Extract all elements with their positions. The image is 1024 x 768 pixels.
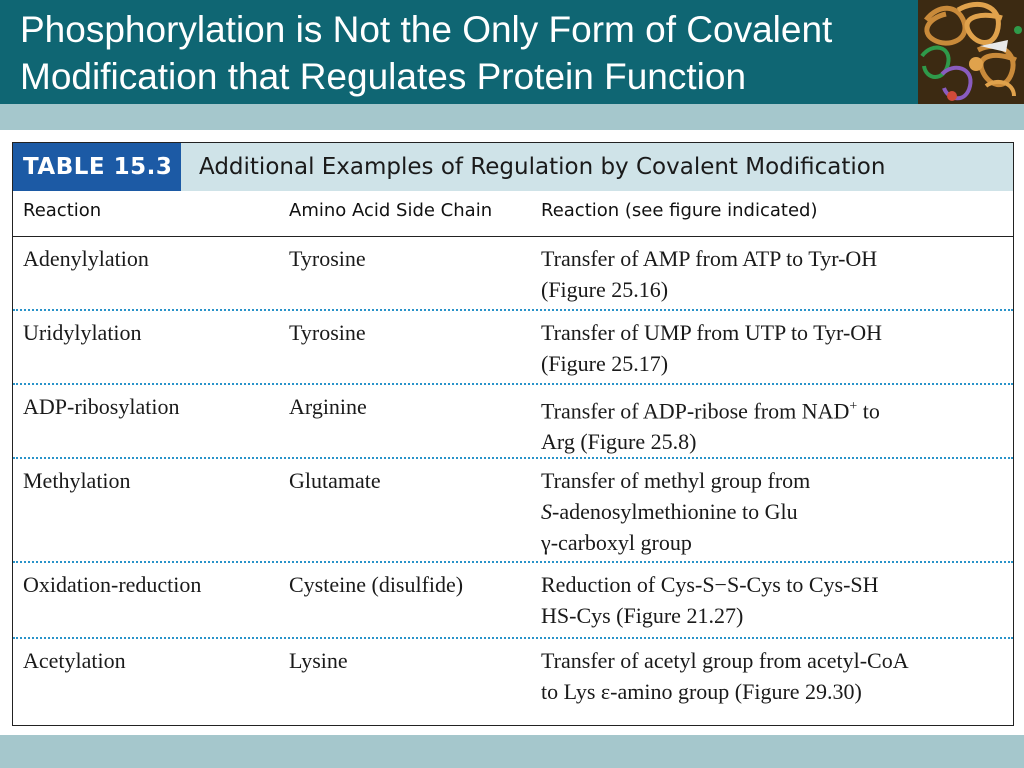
cell-reaction-detail bbox=[541, 645, 1009, 707]
table-row bbox=[13, 237, 1013, 309]
protein-ribbon-image bbox=[918, 0, 1024, 104]
detail-line: Transfer of methyl group from bbox=[541, 468, 811, 493]
bottom-band bbox=[0, 735, 1024, 768]
slide-title-line-1: Phosphorylation is Not the Only Form of Covalent bbox=[20, 9, 833, 50]
detail-line: HS-Cys (Figure 21.27) bbox=[541, 603, 744, 628]
table-caption-bar bbox=[13, 143, 1013, 191]
cell-reaction-detail bbox=[541, 465, 1009, 558]
table-number: TABLE 15.3 bbox=[13, 143, 181, 191]
header-reaction-detail: Reaction (see figure indicated) bbox=[541, 200, 818, 221]
top-band bbox=[0, 104, 1024, 130]
detail-line: Reduction of Cys-S−S-Cys to Cys-SH bbox=[541, 572, 879, 597]
detail-line bbox=[541, 496, 1009, 527]
cell-reaction: Uridylylation bbox=[23, 320, 142, 345]
detail-line bbox=[541, 391, 1009, 426]
detail-text: to bbox=[857, 398, 880, 424]
cell-side-chain: Tyrosine bbox=[289, 246, 366, 271]
detail-line: γ-carboxyl group bbox=[541, 530, 692, 555]
cell-reaction: Acetylation bbox=[23, 648, 126, 673]
cell-reaction: Adenylylation bbox=[23, 246, 149, 271]
protein-ribbon-structure-icon bbox=[918, 0, 1024, 104]
cell-reaction: Methylation bbox=[23, 468, 131, 493]
cell-reaction-detail bbox=[541, 243, 1009, 305]
detail-line: Transfer of acetyl group from acetyl-CoA bbox=[541, 648, 909, 673]
cell-reaction: Oxidation-reduction bbox=[23, 572, 202, 597]
detail-line: (Figure 25.17) bbox=[541, 351, 669, 376]
cell-side-chain: Arginine bbox=[289, 394, 367, 419]
cell-side-chain: Cysteine (disulfide) bbox=[289, 572, 464, 597]
detail-line: Arg (Figure 25.8) bbox=[541, 429, 697, 455]
table-row bbox=[13, 383, 1013, 457]
table-caption: Additional Examples of Regulation by Covalent Modification bbox=[199, 154, 886, 180]
slide-title-line-2: Modification that Regulates Protein Function bbox=[20, 56, 747, 97]
table-row bbox=[13, 561, 1013, 637]
slide-title bbox=[20, 6, 910, 100]
cell-reaction: ADP-ribosylation bbox=[23, 394, 180, 419]
header-reaction: Reaction bbox=[23, 200, 102, 221]
cell-side-chain: Glutamate bbox=[289, 468, 381, 493]
italic-prefix: S bbox=[541, 499, 552, 524]
detail-line: Transfer of AMP from ATP to Tyr-OH bbox=[541, 246, 878, 271]
detail-text: -adenosylmethionine to Glu bbox=[552, 499, 798, 524]
detail-line: (Figure 25.16) bbox=[541, 277, 669, 302]
header-side-chain: Amino Acid Side Chain bbox=[289, 200, 493, 221]
covalent-modification-table bbox=[12, 142, 1014, 726]
cell-reaction-detail bbox=[541, 569, 1009, 631]
table-header-row bbox=[13, 191, 1013, 237]
table-row bbox=[13, 309, 1013, 383]
detail-line: Transfer of UMP from UTP to Tyr-OH bbox=[541, 320, 883, 345]
detail-text: Transfer of ADP-ribose from NAD bbox=[541, 398, 850, 424]
cell-reaction-detail bbox=[541, 391, 1009, 457]
superscript-charge: + bbox=[849, 399, 858, 414]
table-row bbox=[13, 637, 1013, 725]
cell-side-chain: Tyrosine bbox=[289, 320, 366, 345]
cell-side-chain: Lysine bbox=[289, 648, 348, 673]
table-row bbox=[13, 457, 1013, 561]
cell-reaction-detail bbox=[541, 317, 1009, 379]
detail-line: to Lys ε-amino group (Figure 29.30) bbox=[541, 679, 862, 704]
